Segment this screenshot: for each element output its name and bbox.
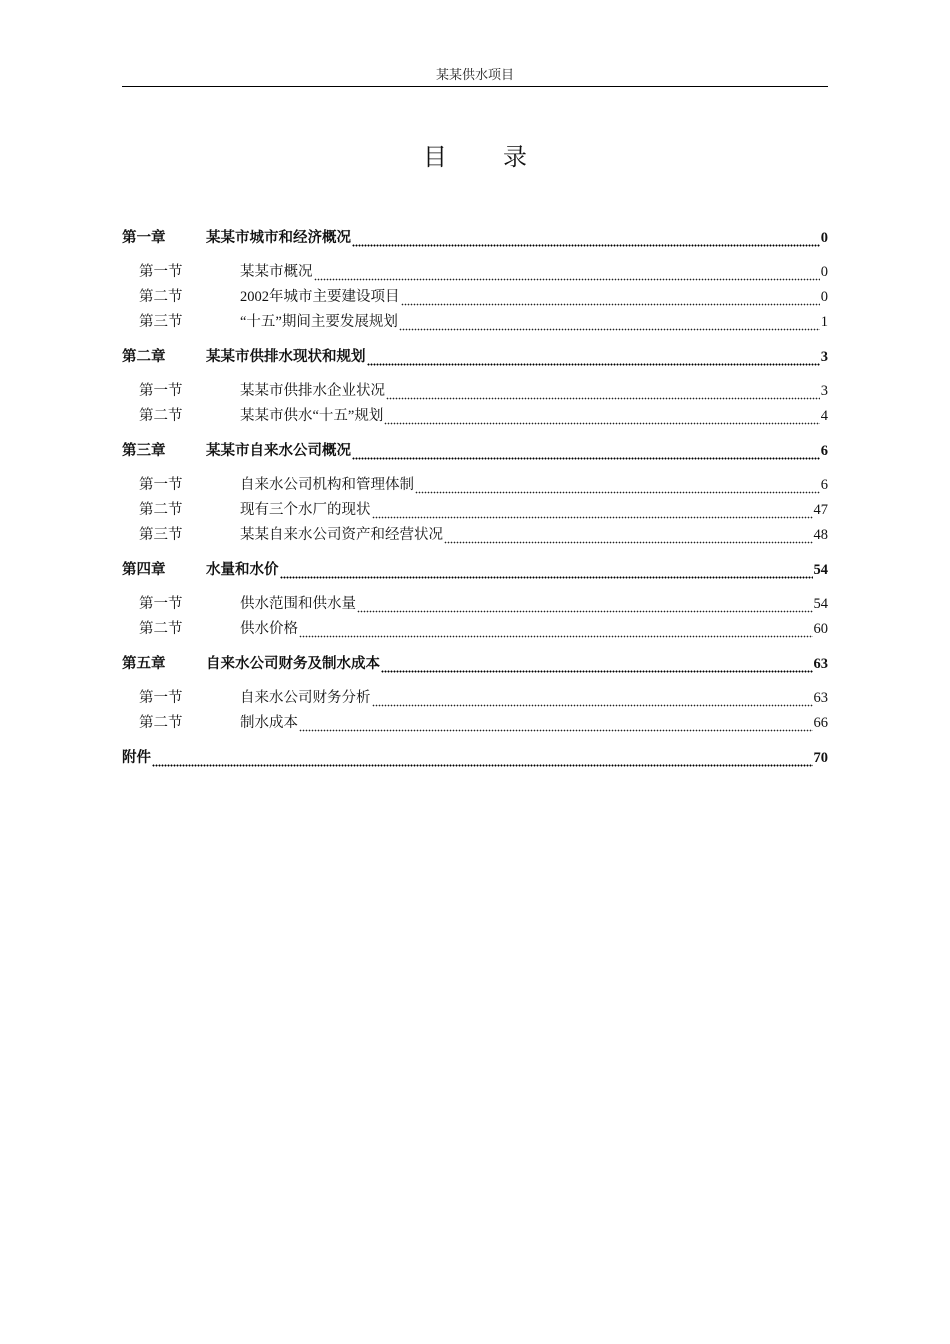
dot-leader xyxy=(152,752,813,768)
appendix-title: 附件 xyxy=(122,750,151,766)
section-title: 制水成本 xyxy=(240,715,298,731)
dot-leader xyxy=(415,479,820,495)
section-number: 第二节 xyxy=(139,715,183,731)
header-divider xyxy=(122,86,828,87)
dot-leader xyxy=(401,291,820,307)
toc-section-1-1[interactable] xyxy=(139,262,828,282)
dot-leader xyxy=(386,385,820,401)
toc-title: 目录 xyxy=(423,145,583,171)
toc-section-5-2[interactable] xyxy=(139,713,828,733)
section-title: “十五”期间主要发展规划 xyxy=(240,314,398,330)
section-number: 第一节 xyxy=(139,477,183,493)
section-title: 供水范围和供水量 xyxy=(240,596,356,612)
page-number: 48 xyxy=(813,527,828,543)
chapter-title: 某某市供排水现状和规划 xyxy=(206,349,366,365)
dot-leader xyxy=(357,598,813,614)
page-number: 3 xyxy=(820,349,828,365)
page-number: 47 xyxy=(813,502,828,518)
toc-section-2-2[interactable] xyxy=(139,406,828,426)
section-title: 某某市供水“十五”规划 xyxy=(240,408,384,424)
chapter-title: 某某市城市和经济概况 xyxy=(206,230,351,246)
toc-chapter-3[interactable] xyxy=(122,441,828,461)
section-title: 供水价格 xyxy=(240,621,298,637)
page-number: 54 xyxy=(813,596,828,612)
chapter-number: 第二章 xyxy=(122,349,166,365)
page-number: 6 xyxy=(820,477,828,493)
dot-leader xyxy=(372,692,813,708)
dot-leader xyxy=(314,266,820,282)
toc-appendix[interactable] xyxy=(122,748,828,768)
chapter-title: 水量和水价 xyxy=(206,562,279,578)
page-number: 63 xyxy=(813,690,828,706)
dot-leader xyxy=(299,623,813,639)
toc-section-3-1[interactable] xyxy=(139,475,828,495)
page-header: 某某供水项目 xyxy=(435,67,514,82)
toc-chapter-2[interactable] xyxy=(122,347,828,367)
section-number: 第一节 xyxy=(139,264,183,280)
dot-leader xyxy=(399,316,820,332)
toc-section-5-1[interactable] xyxy=(139,688,828,708)
toc-section-3-2[interactable] xyxy=(139,500,828,520)
page-number: 66 xyxy=(813,715,828,731)
dot-leader xyxy=(280,564,813,580)
page-number: 1 xyxy=(820,314,828,330)
toc-chapter-4[interactable] xyxy=(122,560,828,580)
toc-section-3-3[interactable] xyxy=(139,525,828,545)
dot-leader xyxy=(384,410,819,426)
section-title: 2002年城市主要建设项目 xyxy=(240,289,400,305)
chapter-title: 某某市自来水公司概况 xyxy=(206,443,351,459)
section-number: 第二节 xyxy=(139,621,183,637)
toc-section-1-2[interactable] xyxy=(139,287,828,307)
page-number: 0 xyxy=(820,264,828,280)
chapter-number: 第一章 xyxy=(122,230,166,246)
page-number: 3 xyxy=(820,383,828,399)
page-number: 70 xyxy=(813,750,828,766)
page-number: 0 xyxy=(820,289,828,305)
section-title: 现有三个水厂的现状 xyxy=(240,502,371,518)
toc-chapter-1[interactable] xyxy=(122,228,828,248)
section-number: 第三节 xyxy=(139,314,183,330)
chapter-number: 第五章 xyxy=(122,656,166,672)
section-number: 第二节 xyxy=(139,408,183,424)
chapter-number: 第四章 xyxy=(122,562,166,578)
section-title: 某某自来水公司资产和经营状况 xyxy=(240,527,443,543)
chapter-title: 自来水公司财务及制水成本 xyxy=(206,656,380,672)
section-number: 第二节 xyxy=(139,502,183,518)
dot-leader xyxy=(444,529,813,545)
section-number: 第二节 xyxy=(139,289,183,305)
page-number: 60 xyxy=(813,621,828,637)
section-number: 第三节 xyxy=(139,527,183,543)
section-number: 第一节 xyxy=(139,596,183,612)
toc-chapter-5[interactable] xyxy=(122,654,828,674)
chapter-number: 第三章 xyxy=(122,443,166,459)
dot-leader xyxy=(372,504,813,520)
section-number: 第一节 xyxy=(139,383,183,399)
section-number: 第一节 xyxy=(139,690,183,706)
page-number: 63 xyxy=(813,656,828,672)
page-number: 4 xyxy=(820,408,828,424)
toc-section-2-1[interactable] xyxy=(139,381,828,401)
dot-leader xyxy=(352,232,820,248)
toc-section-4-1[interactable] xyxy=(139,594,828,614)
toc-section-4-2[interactable] xyxy=(139,619,828,639)
toc-section-1-3[interactable] xyxy=(139,312,828,332)
page-number: 6 xyxy=(820,443,828,459)
section-title: 某某市概况 xyxy=(240,264,313,280)
section-title: 自来水公司机构和管理体制 xyxy=(240,477,414,493)
dot-leader xyxy=(381,658,813,674)
page-number: 54 xyxy=(813,562,828,578)
dot-leader xyxy=(352,445,820,461)
section-title: 自来水公司财务分析 xyxy=(240,690,371,706)
dot-leader xyxy=(367,351,820,367)
page-number: 0 xyxy=(820,230,828,246)
dot-leader xyxy=(299,717,813,733)
section-title: 某某市供排水企业状况 xyxy=(240,383,385,399)
